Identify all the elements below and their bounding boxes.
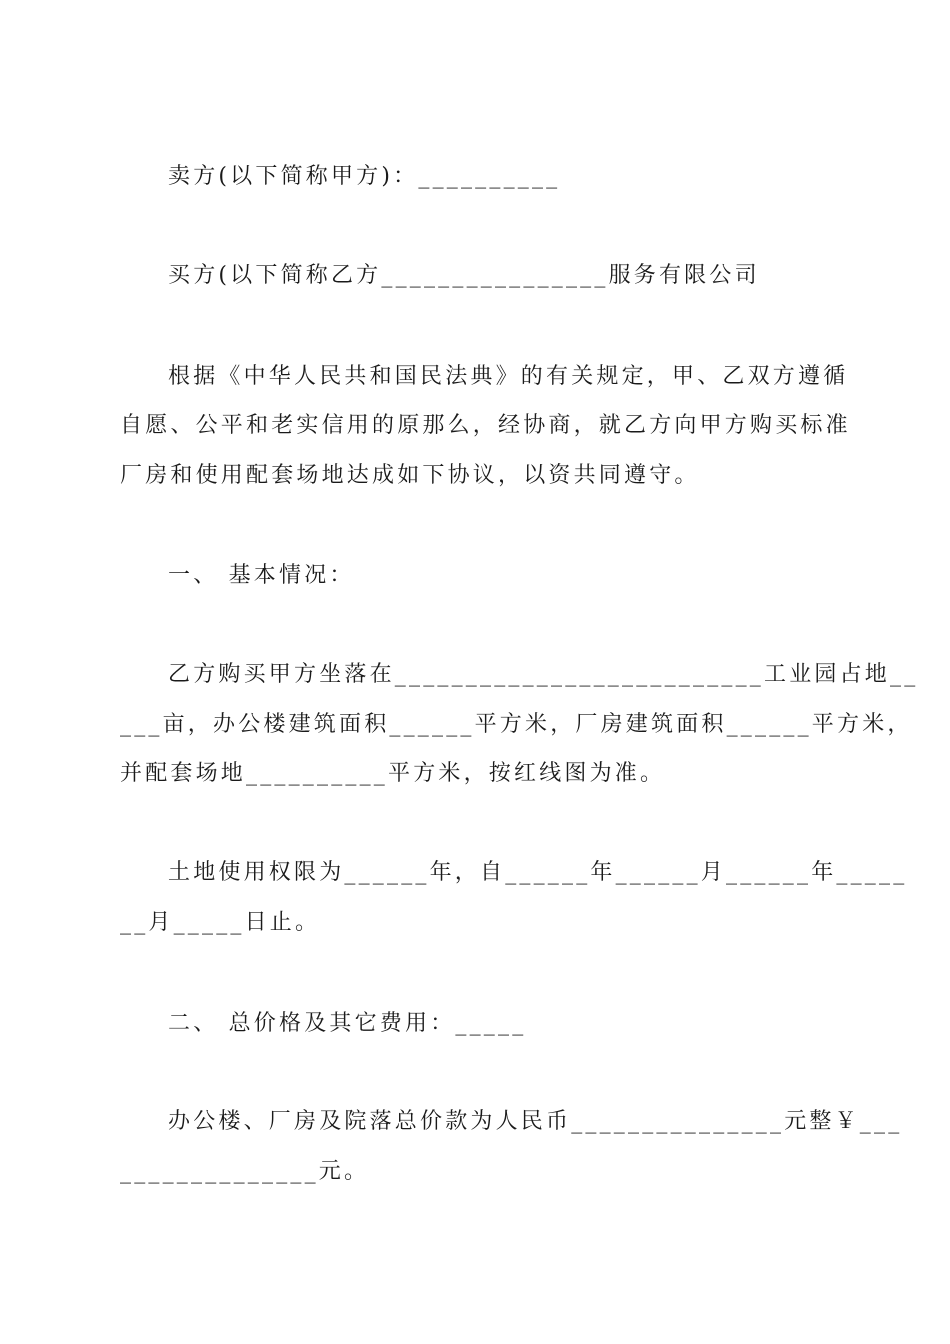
- preamble-line-2: 自愿、公平和老实信用的原那么，经协商，就乙方向甲方购买标准: [120, 413, 851, 438]
- preamble-line-1: 根据《中华人民共和国民法典》的有关规定，甲、乙双方遵循: [168, 364, 849, 389]
- section1-heading: 一、 基本情况：: [168, 563, 355, 588]
- section1-para1-line-3: 并配套场地__________平方米，按红线图为准。: [120, 761, 666, 786]
- section1-para1-line-1: 乙方购买甲方坐落在__________________________工业园占地__: [168, 662, 919, 687]
- section2-heading: 二、 总价格及其它费用：_____: [168, 1011, 527, 1036]
- section2-para1-line-1: 办公楼、厂房及院落总价款为人民币_______________元整￥___: [168, 1109, 903, 1134]
- buyer-line: 买方(以下简称乙方________________服务有限公司: [168, 263, 760, 288]
- section2-para1-line-2: ______________元。: [120, 1159, 370, 1184]
- preamble-line-3: 厂房和使用配套场地达成如下协议，以资共同遵守。: [120, 463, 700, 488]
- section1-para2-line-2: __月_____日止。: [120, 910, 321, 935]
- section1-para2-line-1: 土地使用权限为______年，自______年______月______年_____: [168, 860, 908, 885]
- seller-line: 卖方(以下简称甲方)：__________: [168, 164, 561, 189]
- section1-para1-line-2: ___亩，办公楼建筑面积______平方米，厂房建筑面积______平方米，: [120, 712, 913, 737]
